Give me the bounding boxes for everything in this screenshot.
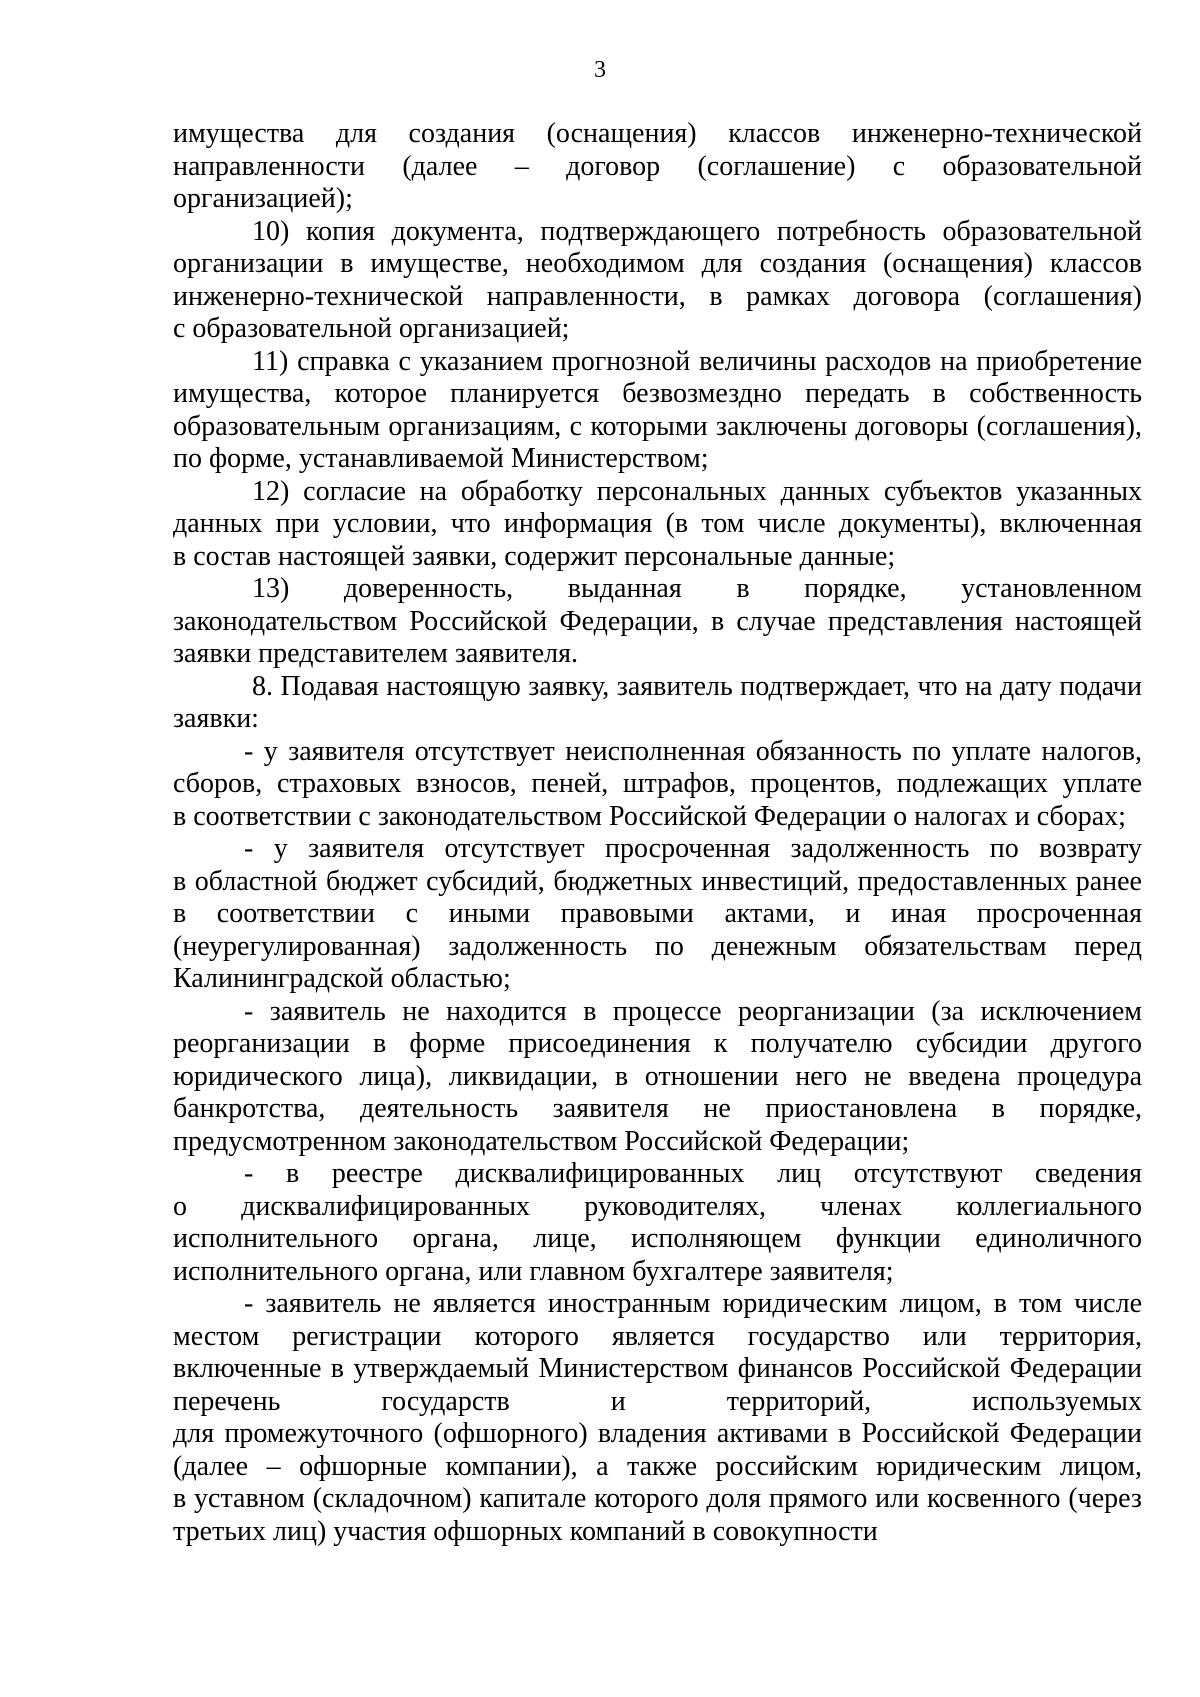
- text-line: исполнительного органа, или главном бухгалтере заявителя;: [173, 1255, 894, 1287]
- paragraph: [173, 118, 1142, 216]
- paragraph: [173, 1288, 1142, 1548]
- paragraph: [173, 736, 1142, 834]
- text-line: перечень государств и территорий, используемых: [173, 1385, 1142, 1417]
- text-line: инженерно-технической направленности, в рамках договора (соглашения): [173, 280, 1142, 312]
- text-line: исполнительного органа, лице, исполняющем функции единоличного: [173, 1223, 1142, 1254]
- text-line: 13) доверенность, выданная в порядке, установленном: [252, 573, 1142, 604]
- text-line: о дисквалифицированных руководителях, членах коллегиального: [173, 1190, 1142, 1222]
- text-line: Калининградской областью;: [173, 963, 511, 994]
- text-line: - у заявителя отсутствует просроченная задолженность по возврату: [244, 833, 1142, 864]
- paragraph: [173, 671, 1142, 736]
- text-line: банкротства, деятельность заявителя не приостановлена в порядке,: [173, 1093, 1142, 1124]
- text-line: в уставном (складочном) капитале которого доля прямого или косвенного (через: [173, 1483, 1142, 1514]
- text-line: с образовательной организацией;: [173, 313, 570, 344]
- text-line: (далее – офшорные компании), а также российским юридическим лицом,: [173, 1450, 1142, 1482]
- text-line: направленности (далее – договор (соглашение) с образовательной: [173, 150, 1142, 182]
- text-line: включенные в утверждаемый Министерством финансов Российской Федерации: [173, 1353, 1142, 1384]
- text-line: предусмотренном законодательством Российской Федерации;: [173, 1125, 910, 1157]
- text-line: - заявитель не является иностранным юридическим лицом, в том числе: [244, 1288, 1142, 1319]
- text-line: организацией);: [173, 183, 353, 214]
- paragraph: [173, 476, 1142, 574]
- text-line: 8. Подавая настоящую заявку, заявитель подтверждает, что на дату подачи: [252, 670, 1142, 702]
- text-line: 10) копия документа, подтверждающего потребность образовательной: [252, 215, 1142, 247]
- text-line: образовательным организациям, с которыми заключены договоры (соглашения),: [173, 410, 1142, 442]
- text-line: в соответствии с законодательством Российской Федерации о налогах и сборах;: [173, 800, 1126, 832]
- text-line: местом регистрации которого является государство или территория,: [173, 1320, 1142, 1352]
- text-line: в состав настоящей заявки, содержит персональные данные;: [173, 540, 896, 572]
- text-line: организации в имуществе, необходимом для создания (оснащения) классов: [173, 248, 1142, 279]
- text-line: - заявитель не находится в процессе реорганизации (за исключением: [244, 995, 1142, 1027]
- paragraph: [173, 1158, 1142, 1288]
- text-line: данных при условии, что информация (в том числе документы), включенная: [173, 508, 1142, 539]
- text-line: - у заявителя отсутствует неисполненная обязанность по уплате налогов,: [244, 735, 1142, 767]
- text-line: заявки:: [173, 703, 259, 734]
- text-line: 11) справка с указанием прогнозной величины расходов на приобретение: [252, 345, 1142, 377]
- document-body: [173, 118, 1142, 1548]
- page-number: 3: [594, 57, 606, 83]
- paragraph: [173, 996, 1142, 1159]
- text-line: - в реестре дисквалифицированных лиц отсутствуют сведения: [244, 1158, 1142, 1189]
- text-line: сборов, страховых взносов, пеней, штрафов, процентов, подлежащих уплате: [173, 768, 1142, 799]
- text-line: имущества, которое планируется безвозмездно передать в собственность: [173, 378, 1142, 409]
- text-line: реорганизации в форме присоединения к получателю субсидии другого: [173, 1028, 1142, 1059]
- paragraph: [173, 833, 1142, 996]
- paragraph: [173, 216, 1142, 346]
- paragraph: [173, 346, 1142, 476]
- paragraph: [173, 573, 1142, 671]
- text-line: имущества для создания (оснащения) классов инженерно-технической: [173, 118, 1142, 149]
- text-line: в соответствии с иными правовыми актами, и иная просроченная: [173, 898, 1142, 929]
- text-line: в областной бюджет субсидий, бюджетных инвестиций, предоставленных ранее: [173, 865, 1142, 897]
- text-line: третьих лиц) участия офшорных компаний в совокупности: [173, 1515, 878, 1547]
- text-line: 12) согласие на обработку персональных данных субъектов указанных: [252, 475, 1142, 507]
- text-line: законодательством Российской Федерации, в случае представления настоящей: [173, 605, 1142, 637]
- text-line: (неурегулированная) задолженность по денежным обязательствам перед: [173, 930, 1142, 962]
- text-line: заявки представителем заявителя.: [173, 638, 578, 669]
- text-line: юридического лица), ликвидации, в отношении него не введена процедура: [173, 1060, 1142, 1092]
- text-line: для промежуточного (офшорного) владения активами в Российской Федерации: [173, 1418, 1142, 1449]
- text-line: по форме, устанавливаемой Министерством;: [173, 443, 709, 474]
